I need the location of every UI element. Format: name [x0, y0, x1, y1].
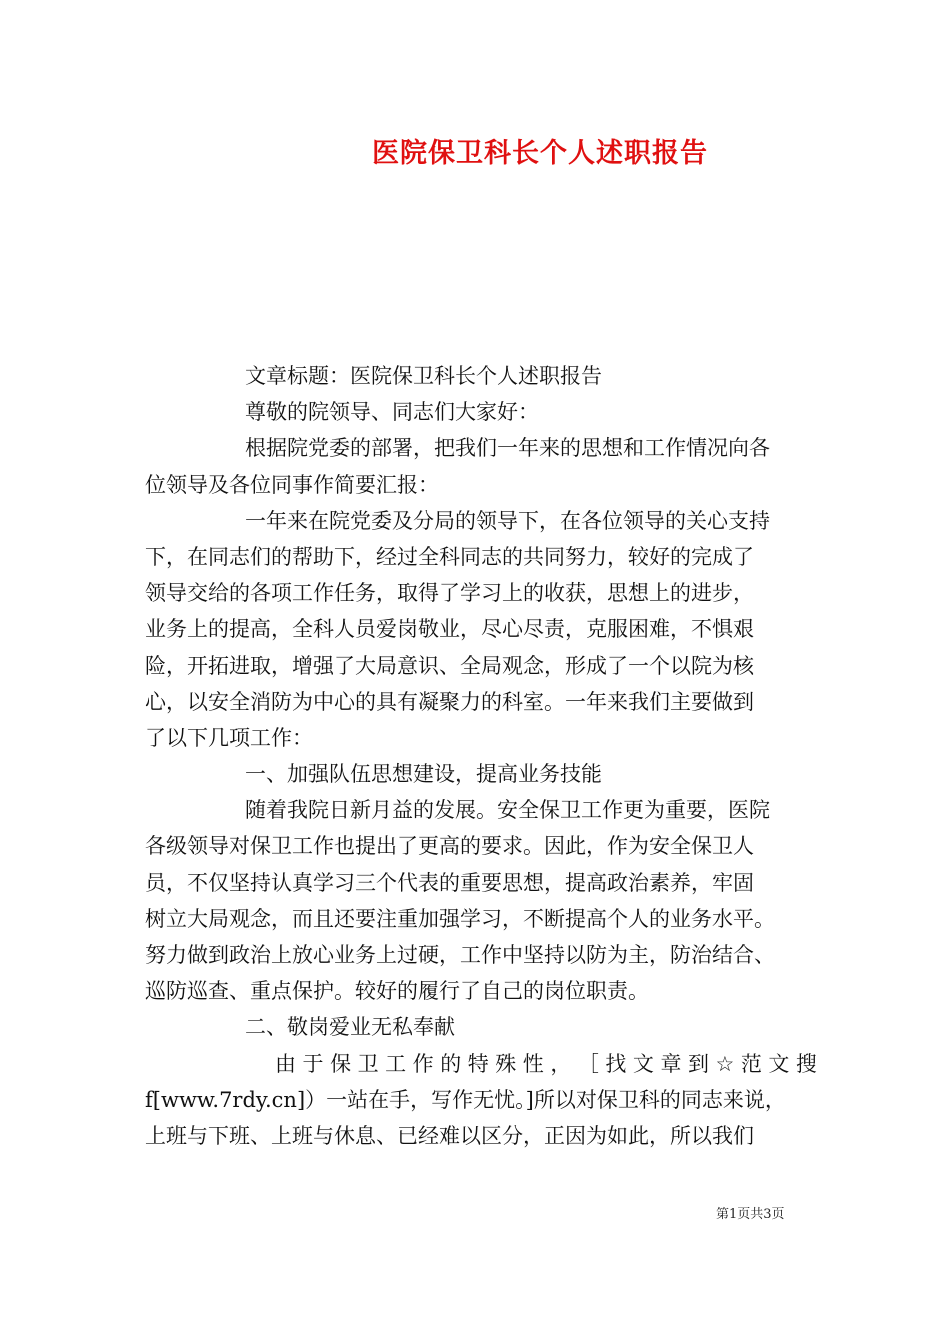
character: 搜 [795, 1051, 817, 1076]
character: 性 [522, 1051, 544, 1076]
paragraph-line: 树立大局观念，而且还要注重加强学习，不断提高个人的业务水平。 [145, 906, 775, 931]
character: 文 [632, 1051, 654, 1076]
character: 找 [605, 1051, 627, 1076]
character: 文 [768, 1051, 790, 1076]
character: 由 [275, 1051, 296, 1076]
salutation-line: 尊敬的院领导、同志们大家好： [245, 400, 539, 425]
character: 章 [660, 1051, 682, 1076]
character: 殊 [495, 1051, 517, 1076]
character: ［ [577, 1051, 599, 1076]
paragraph-line: 位领导及各位同事作简要汇报： [145, 472, 439, 497]
character: 范 [740, 1051, 762, 1076]
page-number: 第1页共3页 [716, 1207, 785, 1222]
character: 保 [330, 1051, 352, 1076]
paragraph-line: 业务上的提高，全科人员爱岗敬业，尽心尽责，克服困难，不惧艰 [145, 617, 754, 642]
paragraph-line: 各级领导对保卫工作也提出了更高的要求。因此，作为安全保卫人 [145, 834, 754, 859]
paragraph-line: 了以下几项工作： [145, 725, 313, 750]
section-heading-2: 二、敬岗爱业无私奉献 [245, 1015, 455, 1040]
spaced-paragraph-line [145, 1046, 817, 1082]
article-title-line: 文章标题：医院保卫科长个人述职报告 [245, 364, 602, 388]
paragraph-line: 领导交给的各项工作任务，取得了学习上的收获，思想上的进步， [145, 581, 754, 606]
character: 特 [467, 1051, 489, 1076]
paragraph-line: 努力做到政治上放心业务上过硬，工作中坚持以防为主，防治结合、 [145, 943, 775, 967]
character: 作 [412, 1051, 434, 1076]
paragraph-line: 心，以安全消防为中心的具有凝聚力的科室。一年来我们主要做到 [145, 689, 754, 714]
paragraph-line: 根据院党委的部署，把我们一年来的思想和工作情况向各 [245, 436, 770, 461]
document-title: 医院保卫科长个人述职报告 [372, 138, 708, 169]
character: ， [550, 1051, 572, 1076]
character: 卫 [357, 1051, 379, 1076]
character: 的 [440, 1051, 462, 1076]
paragraph-line: 险，开拓进取，增强了大局意识、全局观念，形成了一个以院为核 [145, 653, 754, 678]
character: ☆ [715, 1051, 735, 1076]
paragraph-line: 上班与下班、上班与休息、已经难以区分，正因为如此，所以我们 [145, 1123, 754, 1148]
section-heading-1: 一、加强队伍思想建设，提高业务技能 [245, 762, 602, 787]
paragraph-line: 下，在同志们的帮助下，经过全科同志的共同努力，较好的完成了 [145, 544, 754, 569]
document-body [145, 358, 817, 1154]
character: 于 [302, 1051, 324, 1076]
paragraph-line: 员，不仅坚持认真学习三个代表的重要思想，提高政治素养，牢固 [145, 870, 754, 895]
paragraph-line: 一年来在院党委及分局的领导下，在各位领导的关心支持 [245, 508, 770, 533]
paragraph-line: 巡防巡查、重点保护。较好的履行了自己的岗位职责。 [145, 979, 649, 1004]
paragraph-line: 随着我院日新月益的发展。安全保卫工作更为重要，医院 [245, 798, 770, 823]
paragraph-line: f[www.7rdy.cn]）一站在手，写作无忧。]所以对保卫科的同志来说， [145, 1087, 786, 1112]
character: 到 [687, 1051, 709, 1076]
character: 工 [385, 1051, 407, 1076]
